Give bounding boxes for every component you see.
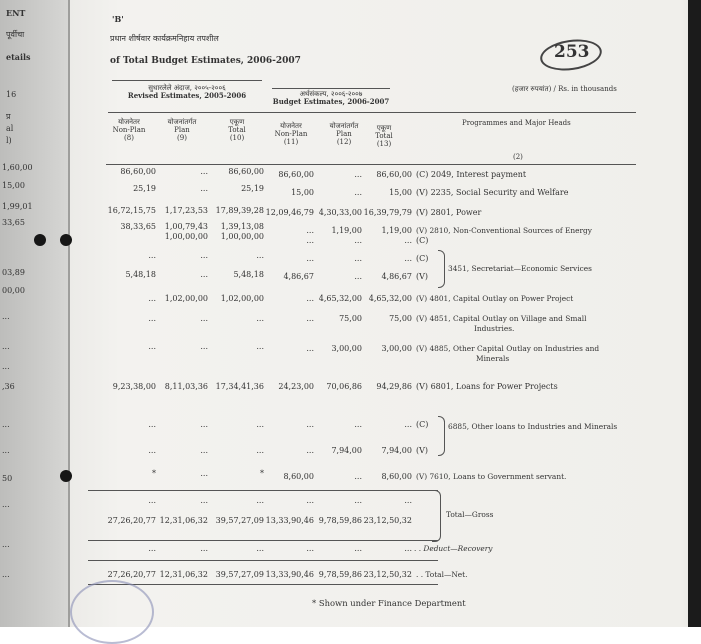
left-margin-item: al <box>6 124 14 133</box>
binder-hole <box>34 234 46 246</box>
cell: ... <box>354 496 362 505</box>
rule <box>106 164 636 165</box>
cell: ... <box>354 420 362 429</box>
major-head: (V) 2235, Social Security and Welfare <box>416 188 569 197</box>
heads-column-number: (2) <box>513 153 523 161</box>
left-margin-item: ... <box>2 342 10 351</box>
rule <box>108 112 636 113</box>
brace <box>438 416 445 456</box>
cell: 75,00 <box>339 314 362 323</box>
cell: 1,00,00,00 <box>220 232 264 241</box>
cell: ... <box>148 342 156 351</box>
page-title: of Total Budget Estimates, 2006-2007 <box>110 56 301 66</box>
cell: 12,31,06,32 <box>159 570 208 579</box>
units-note: (हजार रुपयांत) / Rs. in thousands <box>512 85 617 93</box>
major-head: (V) 4885, Other Capital Outlay on Industries and <box>416 344 600 353</box>
major-head: (V) 6801, Loans for Power Projects <box>416 382 558 391</box>
cell: 4,86,67 <box>381 272 412 281</box>
column-header: योजनांतर्गत Plan (9) <box>167 118 197 142</box>
cell: ... <box>200 270 208 279</box>
cell: 12,31,06,32 <box>159 516 208 525</box>
left-margin-item: ... <box>2 312 10 321</box>
cell: 25,19 <box>241 184 264 193</box>
cell: 1,00,00,00 <box>164 232 208 241</box>
rule <box>88 490 438 491</box>
cell: 23,12,50,32 <box>363 570 412 579</box>
cell: ... <box>404 544 412 553</box>
major-head: (C) <box>416 420 429 429</box>
programmes-header: Programmes and Major Heads <box>462 119 571 127</box>
column-header: एकूण Total (10) <box>228 118 246 142</box>
cell: ... <box>404 254 412 263</box>
left-margin-item: प्र <box>6 112 11 121</box>
left-margin-item: 15,00 <box>2 181 25 190</box>
cell: 4,65,32,00 <box>368 294 412 303</box>
cell: ... <box>256 342 264 351</box>
cell: ... <box>200 420 208 429</box>
cell: 1,39,13,08 <box>220 222 264 231</box>
office-seal <box>70 580 154 644</box>
left-margin-item: ... <box>2 362 10 371</box>
cell: 1,02,00,00 <box>164 294 208 303</box>
marker-b: 'B' <box>112 14 124 24</box>
cell: ... <box>404 496 412 505</box>
cell: ... <box>200 469 208 478</box>
cell: 16,72,15,75 <box>107 206 156 215</box>
cell: 3,00,00 <box>331 344 362 353</box>
cell: ... <box>404 236 412 245</box>
column-header: योजनेतर Non-Plan (8) <box>112 118 146 142</box>
major-head: (V) <box>416 446 429 455</box>
major-head: 3451, Secretariat—Economic Services <box>448 264 592 273</box>
cell: ... <box>200 342 208 351</box>
cell: 27,26,20,77 <box>107 516 156 525</box>
page-edge-shadow <box>688 0 701 627</box>
left-margin-item: 03,89 <box>2 268 25 277</box>
cell: ... <box>256 420 264 429</box>
cell: ... <box>354 254 362 263</box>
cell: 86,60,00 <box>278 170 314 179</box>
cell: ... <box>354 544 362 553</box>
rule <box>112 80 262 81</box>
cell: ... <box>200 446 208 455</box>
cell: ... <box>200 496 208 505</box>
group-header-line: सुधारलेले अंदाज, २००५-२००६ <box>148 84 226 92</box>
group-header-line: Revised Estimates, 2005-2006 <box>127 91 247 100</box>
cell: 24,23,00 <box>278 382 314 391</box>
cell: 9,78,59,86 <box>318 516 362 525</box>
cell: ... <box>256 544 264 553</box>
cell: ... <box>354 472 362 481</box>
cell: ... <box>200 314 208 323</box>
cell: 39,57,27,09 <box>215 570 264 579</box>
revised-group-header <box>112 84 262 100</box>
cell: ... <box>306 294 314 303</box>
cell: ... <box>256 251 264 260</box>
major-head: (V) 4851, Capital Outlay on Village and Small <box>416 314 587 323</box>
cell: ... <box>256 314 264 323</box>
left-margin-item: ... <box>2 420 10 429</box>
cell: 17,34,41,36 <box>215 382 264 391</box>
cell: 8,60,00 <box>283 472 314 481</box>
cell: 4,30,33,00 <box>318 208 362 217</box>
cell: ... <box>354 272 362 281</box>
cell: 1,19,00 <box>331 226 362 235</box>
rule <box>272 88 390 89</box>
cell: 16,39,79,79 <box>363 208 412 217</box>
left-margin-item: 33,65 <box>2 218 25 227</box>
column-header: एकूण Total (13) <box>375 124 393 148</box>
left-margin-item: 00,00 <box>2 286 25 295</box>
deduct-recovery-label: . . Deduct—Recovery <box>414 544 493 553</box>
rule <box>88 560 438 561</box>
major-head: Minerals <box>476 354 510 363</box>
cell: ... <box>200 544 208 553</box>
left-margin-item: ,36 <box>2 382 15 391</box>
cell: 25,19 <box>133 184 156 193</box>
binder-hole <box>60 470 72 482</box>
left-margin-item: पूर्वीचा <box>6 30 25 39</box>
cell: 9,78,59,86 <box>318 570 362 579</box>
left-margin-item: ... <box>2 540 10 549</box>
cell: 17,89,39,28 <box>215 206 264 215</box>
cell: 4,86,67 <box>283 272 314 281</box>
cell: 1,02,00,00 <box>220 294 264 303</box>
page-number: 253 <box>554 42 590 62</box>
cell: ... <box>404 420 412 429</box>
cell: ... <box>306 236 314 245</box>
cell: 13,33,90,46 <box>265 516 314 525</box>
cell: 86,60,00 <box>120 167 156 176</box>
cell: ... <box>148 496 156 505</box>
cell: ... <box>306 420 314 429</box>
cell: 4,65,32,00 <box>318 294 362 303</box>
cell: ... <box>354 188 362 197</box>
total-net-label: . . Total—Net. <box>416 570 468 579</box>
major-head: (V) 7610, Loans to Government servant. <box>416 472 567 481</box>
major-head: (C) 2049, Interest payment <box>416 170 527 179</box>
cell: ... <box>148 420 156 429</box>
cell: 1,17,23,53 <box>164 206 208 215</box>
binder-hole <box>60 234 72 246</box>
left-margin-item: ... <box>2 500 10 509</box>
cell: 15,00 <box>291 188 314 197</box>
column-header: योजनेतर Non-Plan (11) <box>274 122 308 146</box>
group-header-line: Budget Estimates, 2006-2007 <box>272 97 390 106</box>
cell: ... <box>200 184 208 193</box>
major-head: (V) 2801, Power <box>416 208 482 217</box>
cell: 1,00,79,43 <box>164 222 208 231</box>
left-margin-item: 1,99,01 <box>2 202 33 211</box>
cell: ... <box>306 226 314 235</box>
cell: ... <box>354 170 362 179</box>
cell: ... <box>200 167 208 176</box>
cell: 7,94,00 <box>331 446 362 455</box>
cell: 86,60,00 <box>376 170 412 179</box>
cell: 9,23,38,00 <box>112 382 156 391</box>
cell: ... <box>256 496 264 505</box>
cell: ... <box>148 314 156 323</box>
cell: 5,48,18 <box>233 270 264 279</box>
cell: ... <box>354 236 362 245</box>
major-head: 6885, Other loans to Industries and Minerals <box>448 422 618 431</box>
cell: 12,09,46,79 <box>265 208 314 217</box>
cell: ... <box>306 344 314 353</box>
brace <box>438 250 445 288</box>
cell: ... <box>148 294 156 303</box>
cell: ... <box>306 254 314 263</box>
cell: 13,33,90,46 <box>265 570 314 579</box>
cell: 23,12,50,32 <box>363 516 412 525</box>
major-head: Industries. <box>474 324 515 333</box>
left-margin-item: 1,60,00 <box>2 163 33 172</box>
major-head: (C) <box>416 236 429 245</box>
cell: 27,26,20,77 <box>107 570 156 579</box>
cell: ... <box>306 496 314 505</box>
major-head: (C) <box>416 254 429 263</box>
cell: 5,48,18 <box>125 270 156 279</box>
brace <box>432 490 441 542</box>
column-header: योजनांतर्गत Plan (12) <box>329 122 359 146</box>
left-margin-item: ... <box>2 570 10 579</box>
cell: 94,29,86 <box>376 382 412 391</box>
cell: 39,57,27,09 <box>215 516 264 525</box>
cell: 15,00 <box>389 188 412 197</box>
cell: ... <box>306 314 314 323</box>
budget-group-header <box>272 90 390 106</box>
left-margin-item: ENT <box>6 8 26 18</box>
cell: ... <box>148 251 156 260</box>
total-gross-label: Total—Gross <box>446 510 494 519</box>
left-margin-item: l) <box>6 136 12 145</box>
major-head: (V) 2810, Non-Conventional Sources of Energy <box>416 226 592 235</box>
rule <box>88 540 438 541</box>
rule <box>88 584 438 585</box>
left-margin-item: etails <box>6 52 31 62</box>
cell: 3,00,00 <box>381 344 412 353</box>
cell: * <box>260 469 264 478</box>
cell: ... <box>306 544 314 553</box>
cell: 86,60,00 <box>228 167 264 176</box>
cell: ... <box>200 251 208 260</box>
left-margin-item: ... <box>2 446 10 455</box>
cell: 70,06,86 <box>326 382 362 391</box>
cell: ... <box>256 446 264 455</box>
cell: 75,00 <box>389 314 412 323</box>
left-margin-item: 16 <box>6 90 17 99</box>
cell: ... <box>306 446 314 455</box>
cell: ... <box>148 446 156 455</box>
footnote: * Shown under Finance Department <box>312 598 466 608</box>
cell: 1,19,00 <box>381 226 412 235</box>
cell: 8,11,03,36 <box>164 382 208 391</box>
group-header-line: अर्थसंकल्प, २००६-२००७ <box>299 90 363 98</box>
cell: 38,33,65 <box>120 222 156 231</box>
title-marathi: प्रधान शीर्षवार कार्यक्रमनिहाय तपशील <box>110 34 219 43</box>
major-head: (V) <box>416 272 429 281</box>
left-margin-item: 50 <box>2 474 13 483</box>
cell: 7,94,00 <box>381 446 412 455</box>
cell: ... <box>148 544 156 553</box>
cell: 8,60,00 <box>381 472 412 481</box>
cell: * <box>152 469 156 478</box>
major-head: (V) 4801, Capital Outlay on Power Project <box>416 294 574 303</box>
